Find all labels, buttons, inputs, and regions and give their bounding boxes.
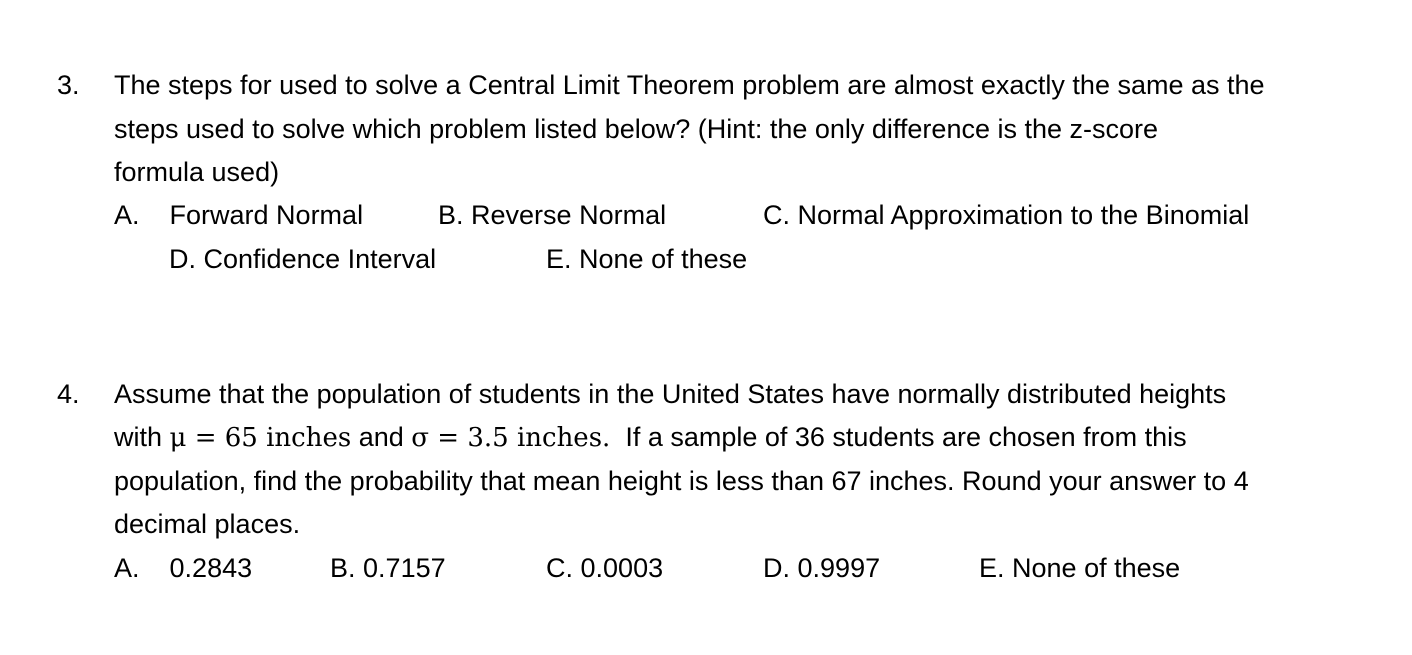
option-text: Normal Approximation to the Binomial [797,200,1250,230]
sigma-expression: σ = 3.5 inches. [411,423,611,453]
option-a[interactable] [114,553,252,584]
text-fragment: with [114,422,170,452]
option-text: 0.0003 [580,553,664,583]
option-b[interactable] [330,553,446,584]
option-c[interactable] [546,553,663,584]
option-text: None of these [579,244,748,274]
option-text: 0.9997 [797,553,881,583]
option-letter: D. [169,244,196,274]
option-d[interactable] [763,553,880,584]
option-letter: C. [546,553,573,583]
option-b[interactable] [438,200,666,231]
question-text-line-with-math [114,422,1187,453]
option-letter: E. [979,553,1005,583]
option-letter: D. [763,553,790,583]
option-letter: C. [763,200,790,230]
option-e[interactable] [979,553,1180,584]
question-text-line: decimal places. [114,509,301,539]
option-text: Forward Normal [169,200,364,230]
question-text-line: population, find the probability that mean height is less than 67 inches. Round your answer to 4 [114,466,1249,496]
option-text: None of these [1012,553,1181,583]
option-letter: A. [114,553,140,583]
option-letter: A. [114,200,140,230]
option-a[interactable] [114,200,363,231]
option-e[interactable] [546,244,747,275]
question-number: 4. [57,379,80,409]
option-letter: E. [546,244,572,274]
option-text: 0.2843 [169,553,253,583]
text-fragment: If a sample of 36 students are chosen from this [610,422,1187,452]
question-text-line: steps used to solve which problem listed below? (Hint: the only difference is the z-score [114,114,1159,144]
question-text-line: formula used) [114,157,280,187]
option-letter: B. [438,200,464,230]
option-letter: B. [330,553,356,583]
question-number: 3. [57,70,80,100]
option-c[interactable] [763,200,1249,231]
text-fragment: and [351,422,412,452]
mu-expression: μ = 65 inches [169,423,352,453]
option-text: 0.7157 [363,553,446,583]
option-text: Reverse Normal [471,200,667,230]
question-text-line: Assume that the population of students in the United States have normally distributed heights [114,379,1227,409]
option-d[interactable] [169,244,436,275]
question-text-line: The steps for used to solve a Central Limit Theorem problem are almost exactly the same as the [114,70,1265,100]
option-text: Confidence Interval [203,244,437,274]
